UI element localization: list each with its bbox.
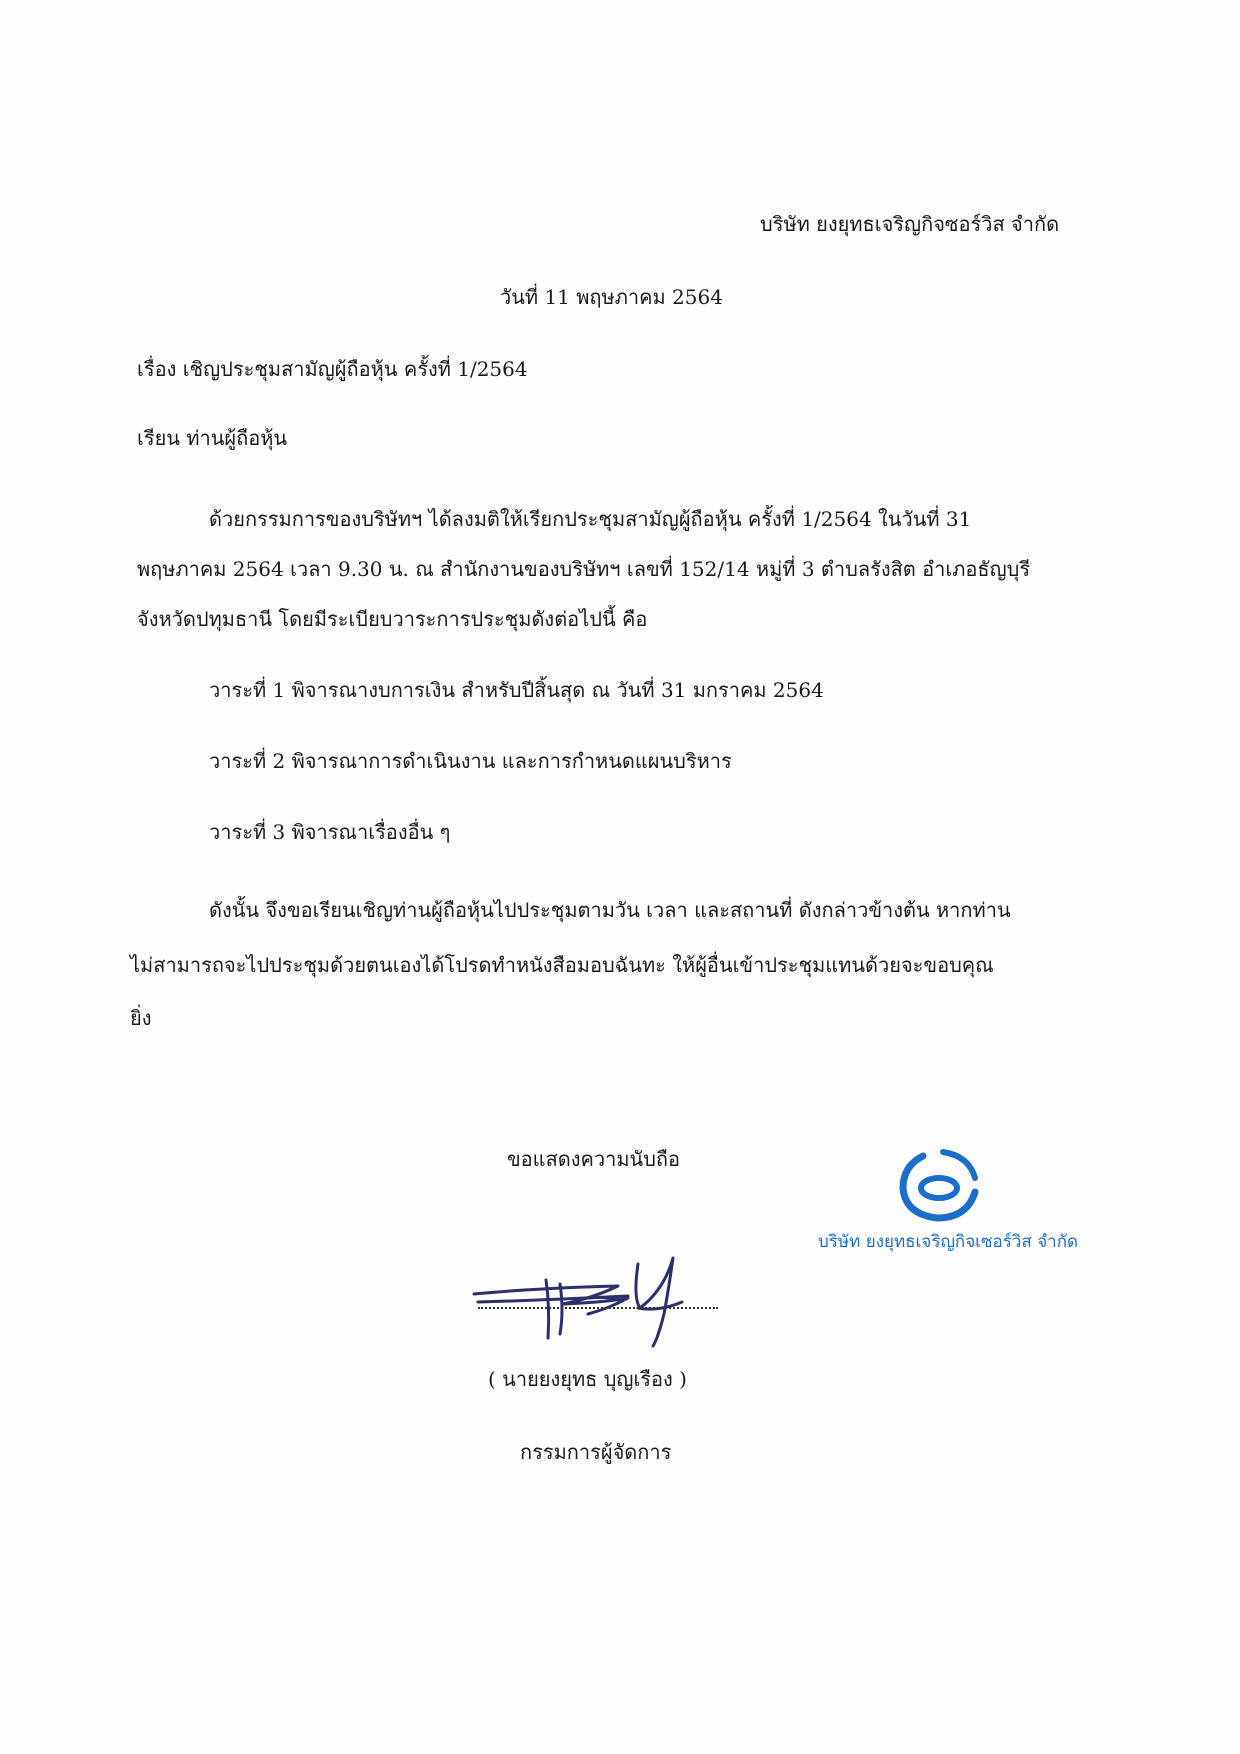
body-paragraph-1-line-1: ด้วยกรรมการของบริษัทฯ ได้ลงมติให้เรียกประชุมสามัญผู้ถือหุ้น ครั้งที่ 1/2564 ในวันที่ 31 bbox=[209, 507, 972, 531]
agenda-item-2: วาระที่ 2 พิจารณาการดำเนินงาน และการกำหนดแผนบริหาร bbox=[209, 749, 732, 773]
agenda-item-3: วาระที่ 3 พิจารณาเรื่องอื่น ๆ bbox=[209, 820, 451, 844]
company-header: บริษัท ยงยุทธเจริญกิจซอร์วิส จำกัด bbox=[760, 212, 1060, 236]
company-logo-icon bbox=[893, 1148, 983, 1224]
body-paragraph-1-line-3: จังหวัดปทุมธานี โดยมีระเบียบวาระการประชุมดังต่อไปนี้ คือ bbox=[137, 607, 648, 631]
letter-date: วันที่ 11 พฤษภาคม 2564 bbox=[500, 285, 723, 309]
body-paragraph-2-line-2: ไม่สามารถจะไปประชุมด้วยตนเองได้โปรดทำหนังสือมอบฉันทะ ให้ผู้อื่นเข้าประชุมแทนด้วยจะขอบคุณ bbox=[130, 953, 994, 977]
signature-icon bbox=[468, 1238, 748, 1348]
seal-company-name: บริษัท ยงยุทธเจริญกิจเซอร์วิส จำกัด bbox=[818, 1232, 1079, 1252]
company-seal bbox=[818, 1148, 1079, 1258]
signature-line bbox=[478, 1307, 718, 1309]
letter-subject: เรื่อง เชิญประชุมสามัญผู้ถือหุ้น ครั้งที่ 1/2564 bbox=[137, 357, 528, 381]
agenda-item-1: วาระที่ 1 พิจารณางบการเงิน สำหรับปีสิ้นสุด ณ วันที่ 31 มกราคม 2564 bbox=[209, 678, 824, 702]
body-paragraph-1-line-2: พฤษภาคม 2564 เวลา 9.30 น. ณ สำนักงานของบริษัทฯ เลขที่ 152/14 หมู่ที่ 3 ตำบลรังสิต อำเภอธัญบุรี bbox=[137, 557, 1031, 581]
signer-name: ( นายยงยุทธ บุญเรือง ) bbox=[488, 1367, 687, 1391]
letter-salutation: เรียน ท่านผู้ถือหุ้น bbox=[137, 426, 288, 450]
closing-phrase: ขอแสดงความนับถือ bbox=[507, 1147, 681, 1171]
body-paragraph-2-line-3: ยิ่ง bbox=[130, 1006, 152, 1030]
body-paragraph-2-line-1: ดังนั้น จึงขอเรียนเชิญท่านผู้ถือหุ้นไปประชุมตามวัน เวลา และสถานที่ ดังกล่าวข้างต้น หากท่าน bbox=[209, 898, 1011, 922]
signer-title: กรรมการผู้จัดการ bbox=[520, 1440, 672, 1464]
